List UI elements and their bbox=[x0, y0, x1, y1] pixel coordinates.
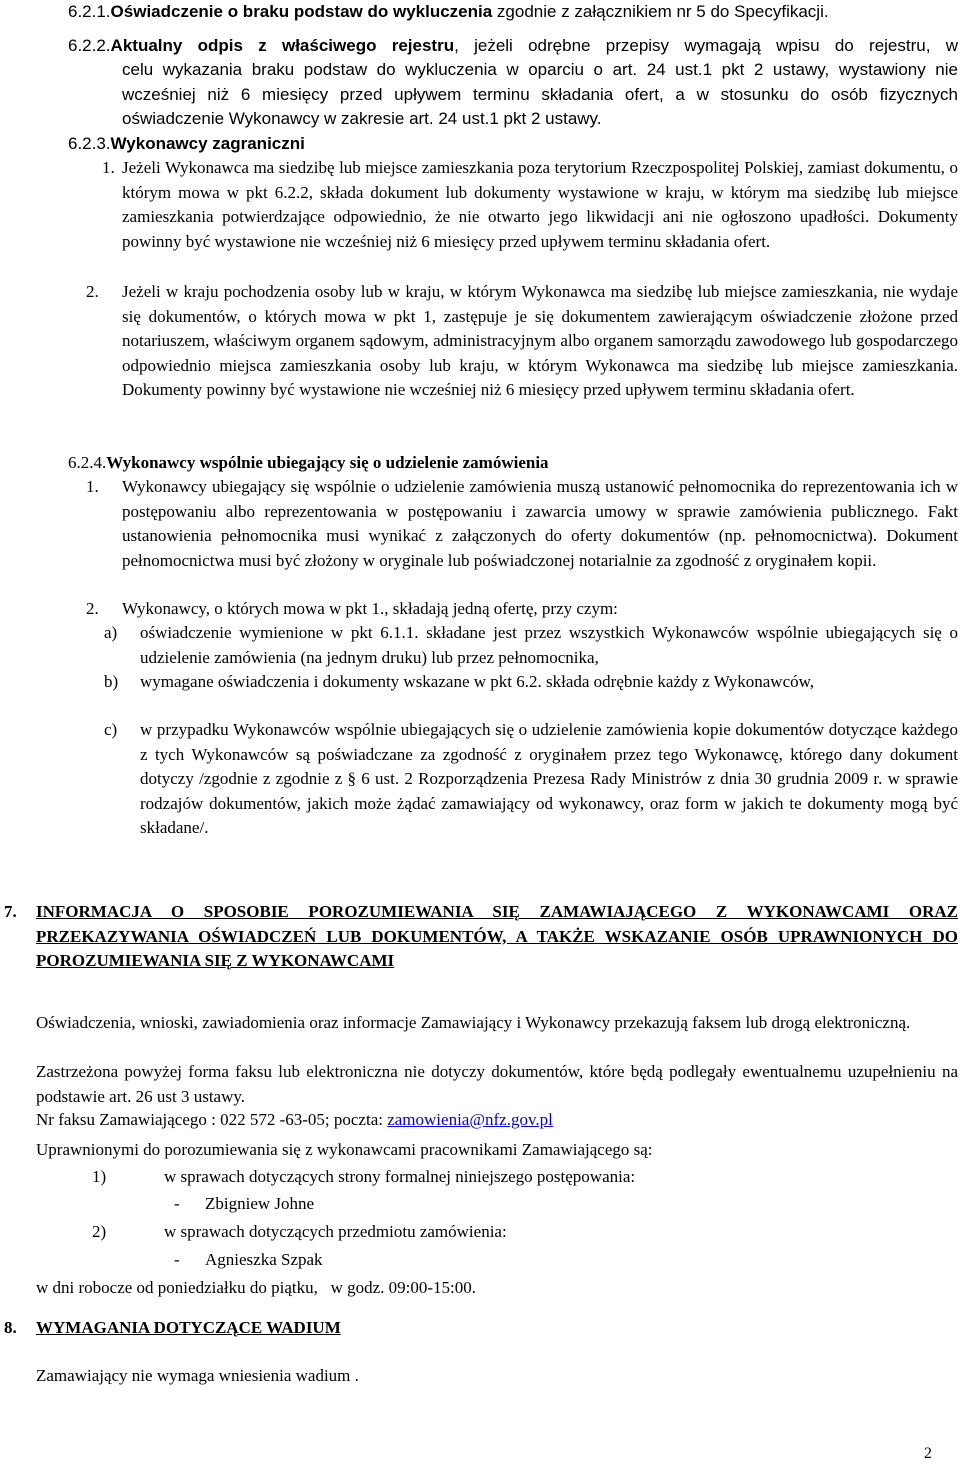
list-number: 2. bbox=[86, 282, 99, 301]
authorized-intro: Uprawnionymi do porozumiewania się z wykonawcami pracownikami Zamawiającego są: bbox=[36, 1140, 653, 1159]
section-8-heading: WYMAGANIA DOTYCZĄCE WADIUM bbox=[36, 1318, 341, 1337]
paragraph-2: Jeżeli w kraju pochodzenia osoby lub w kraju, w którym Wykonawca ma siedzibę lub miejsce zamieszkania, nie wydaje się dokumentów, o których mowa w pkt 1, zastępuje je się dokumentem zawierającym oświadczenie złożone przed notariuszem, właściwym organem sądowym, administracyjnym albo organem samorządu zawodowego lub gospodarczego odpowiednio miejsca zamieszkania osoby lub kraju, w którym Wykonawca ma siedzibę lub miejsce zamieszkania. Dokumenty powinny być wystawione nie wcześniej niż 6 miesięcy przed upływem terminu składania ofert. bbox=[122, 282, 958, 399]
person-name: Zbigniew Johne bbox=[205, 1194, 315, 1213]
section-text: , jeżeli odrębne przepisy wymagają wpisu do rejestru, w bbox=[454, 36, 958, 55]
list-number: 2. bbox=[86, 599, 99, 618]
section-number: 8. bbox=[4, 1318, 17, 1337]
list-letter: c) bbox=[104, 720, 118, 739]
list-number: 1. bbox=[86, 477, 99, 496]
section-8-text: Zamawiający nie wymaga wniesienia wadium . bbox=[36, 1366, 359, 1385]
working-hours: w dni robocze od poniedziałku do piątku, w godz. 09:00-15:00. bbox=[36, 1278, 477, 1297]
fax-text: Nr faksu Zamawiającego : 022 572 -63-05; poczta: bbox=[36, 1110, 388, 1129]
dash: - bbox=[174, 1250, 180, 1269]
person-scope: w sprawach dotyczących przedmiotu zamówienia: bbox=[164, 1222, 507, 1241]
section-number: 6.2.2. bbox=[68, 36, 111, 55]
person-number: 2) bbox=[92, 1222, 107, 1241]
paragraph-1: Wykonawcy ubiegający się wspólnie o udzielenie zamówienia muszą ustanowić pełnomocnika do reprezentowania ich w postępowaniu albo reprezentowania w postępowaniu i zawarcia umowy w sprawie zamówienia publicznego. Fakt ustanowienia pełnomocnika musi wynikać z załączonych do oferty dokumentów (np. pełnomocnictwa). Dokument pełnomocnictwa musi być złożony w oryginale lub poświadczonej notarialnie za zgodność z oryginałem kopii. bbox=[122, 477, 958, 570]
section-6-2-4-heading bbox=[68, 451, 948, 476]
list-letter: a) bbox=[104, 623, 118, 642]
page-number: 2 bbox=[924, 1445, 932, 1462]
section-6-2-2-first-line bbox=[68, 34, 958, 59]
paragraph-exception: Zastrzeżona powyżej forma faksu lub elektroniczna nie dotyczy dokumentów, które będą podlegały ewentualnemu uzupełnieniu na podstawie art. 26 ust 3 ustawy. bbox=[36, 1062, 958, 1106]
section-7-number bbox=[4, 900, 17, 925]
dash: - bbox=[174, 1194, 180, 1213]
paragraph-1: Jeżeli Wykonawca ma siedzibę lub miejsce zamieszkania poza terytorium Rzeczpospolitej Polskiej, zamiast dokumentu, o którym mowa w pkt 6.2.2, składa dokument lub dokumenty wystawione w kraju, w którym ma siedzibę lub miejsce zamieszkania potwierdzające odpowiednio, że nie otwarto jego likwidacji ani nie ogłoszono upadłości. Dokumenty powinny być wystawione nie wcześniej niż 6 miesięcy przed upływem terminu składania ofert. bbox=[122, 158, 958, 251]
list-item-c: w przypadku Wykonawców wspólnie ubiegających się o udzielenie zamówienia kopie dokumentów dotyczące każdego z tych Wykonawców są poświadczane za zgodność z oryginałem przez tego Wykonawcę, którego dany dokument dotyczy /zgodnie z zgodnie z § 6 ust. 2 Rozporządzenia Prezesa Rady Ministrów z dnia 30 grudnia 2009 r. w sprawie rodzajów dokumentów, jakich może żądać zamawiający od wykonawcy, oraz form w jakich te dokumenty mogą być składane/. bbox=[140, 720, 958, 837]
section-7-heading: INFORMACJA O SPOSOBIE POROZUMIEWANIA SIĘ ZAMAWIAJĄCEGO Z WYKONAWCAMI ORAZ PRZEKAZYWANIA OŚWIADCZEŃ LUB DOKUMENTÓW, A TAKŻE WSKAZANIE OSÓB UPRAWNIONYCH DO POROZUMIEWANIA SIĘ Z WYKONAWCAMI bbox=[36, 902, 958, 970]
section-title: Wykonawcy wspólnie ubiegający się o udzielenie zamówienia bbox=[106, 453, 549, 472]
list-item-a: oświadczenie wymienione w pkt 6.1.1. składane jest przez wszystkich Wykonawców wspólnie ubiegających się o udzielenie zamówienia (na jednym druku) lub przez pełnomocnika, bbox=[140, 623, 958, 667]
section-6-2-3-heading bbox=[68, 132, 948, 157]
person-scope: w sprawach dotyczących strony formalnej niniejszego postępowania: bbox=[164, 1167, 636, 1186]
section-number: 7. bbox=[4, 902, 17, 921]
person-name: Agnieszka Szpak bbox=[205, 1250, 323, 1269]
email-link[interactable]: zamowienia@nfz.gov.pl bbox=[387, 1110, 553, 1129]
paragraph-communication: Oświadczenia, wnioski, zawiadomienia oraz informacje Zamawiający i Wykonawcy przekazują faksem lub drogą elektroniczną. bbox=[36, 1013, 911, 1032]
section-number: 6.2.4. bbox=[68, 453, 107, 472]
section-title: Oświadczenie o braku podstaw do wykluczenia bbox=[110, 2, 493, 21]
section-title: Wykonawcy zagraniczni bbox=[110, 134, 305, 153]
list-item-b: wymagane oświadczenia i dokumenty wskazane w pkt 6.2. składa odrębnie każdy z Wykonawców, bbox=[140, 672, 815, 691]
section-title: Aktualny odpis z właściwego rejestru bbox=[110, 36, 455, 55]
section-number: 6.2.1. bbox=[68, 2, 111, 21]
section-8-number bbox=[4, 1316, 17, 1341]
list-letter: b) bbox=[104, 672, 119, 691]
section-text: zgodnie z załącznikiem nr 5 do Specyfikacji. bbox=[492, 2, 829, 21]
section-number: 6.2.3. bbox=[68, 134, 111, 153]
person-number: 1) bbox=[92, 1167, 107, 1186]
fax-email-line bbox=[36, 1108, 958, 1133]
section-6-2-2-text: celu wykazania braku podstaw do wykluczenia w oparciu o art. 24 ust.1 pkt 2 ustawy, wystawiony nie wcześniej niż 6 miesięcy przed upływem terminu składania ofert, a w stosunku do osób fizycznych oświadczenie Wykonawcy w zakresie art. 24 ust.1 pkt 2 ustawy. bbox=[122, 60, 958, 128]
list-number: 1. bbox=[102, 158, 115, 177]
section-6-2-1 bbox=[68, 0, 948, 25]
paragraph-2: Wykonawcy, o których mowa w pkt 1., składają jedną ofertę, przy czym: bbox=[122, 599, 618, 618]
